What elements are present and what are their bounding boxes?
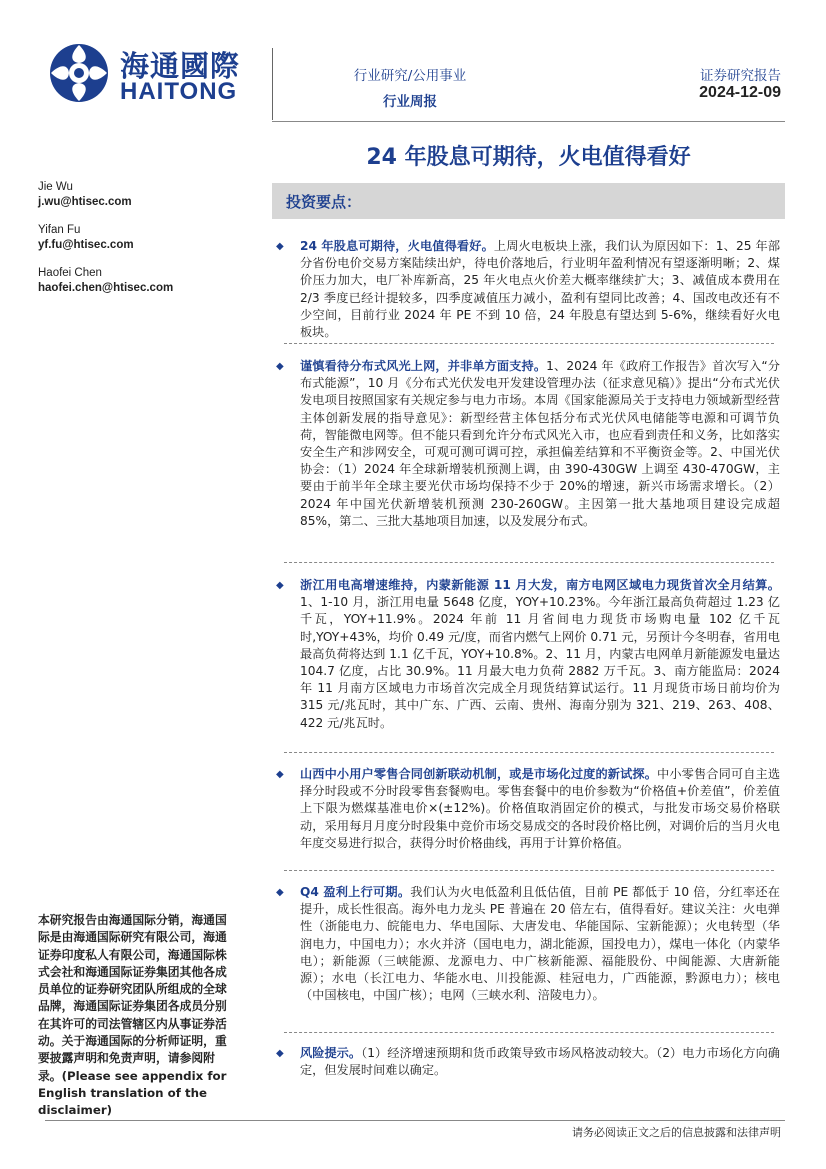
highlight-paragraph bbox=[276, 238, 780, 341]
highlight-paragraph bbox=[276, 766, 780, 852]
section-heading-text: 投资要点： bbox=[286, 193, 362, 211]
paragraph-text: 我们认为火电低盈利且低估值，目前 PE 都低于 10 倍，分红率还在提升，成长性很高。海外电力龙头 PE 普遍在 20 倍左右，值得看好。建议关注：火电弹性（浙能电力、皖能电力、华电国际、大唐发电、华能国际、宝新能源）；火电转型（华润电力，中国电力）；水火并济（国电电力，湖北能源，国投电力），煤电一体化（内蒙华电）；新能源（三峡能源、龙源电力、中广核新能源、福能股份、中闽能源、大唐新能源）；水电（长江电力、华能水电、川投能源、桂冠电力，广西能源，黔源电力）；核电（中国核电，中国广核）；电网（三峡水利、涪陵电力）。 bbox=[300, 885, 780, 1003]
report-type: 行业周报 bbox=[383, 94, 437, 110]
highlight-paragraph bbox=[276, 1045, 780, 1079]
logo-english-text: HAITONG bbox=[120, 78, 238, 105]
highlight-paragraph bbox=[276, 358, 780, 530]
bullet-diamond-icon: ◆ bbox=[276, 1048, 284, 1059]
paragraph-divider bbox=[284, 562, 774, 563]
highlight-paragraph bbox=[276, 577, 780, 732]
highlight-paragraph bbox=[276, 884, 780, 1004]
bullet-diamond-icon: ◆ bbox=[276, 769, 284, 780]
paragraph-divider bbox=[284, 343, 774, 344]
bullet-diamond-icon: ◆ bbox=[276, 580, 284, 591]
report-category: 行业研究/公用事业 bbox=[353, 68, 467, 84]
paragraph-divider bbox=[284, 1032, 774, 1033]
report-date: 2024-12-09 bbox=[699, 84, 781, 101]
paragraph-lead: 24 年股息可期待，火电值得看好。 bbox=[300, 239, 494, 253]
bullet-diamond-icon: ◆ bbox=[276, 241, 284, 252]
report-title: 24 年股息可期待，火电值得看好 bbox=[366, 145, 691, 170]
paragraph-divider bbox=[284, 752, 774, 753]
paragraph-text: （1）经济增速预期和货币政策导致市场风格波动较大。（2）电力市场化方向确定，但发展时间难以确定。 bbox=[300, 1046, 780, 1078]
paragraph-lead: 山西中小用户零售合同创新联动机制，或是市场化过度的新试探。 bbox=[300, 767, 658, 781]
author-name: Yifan Fu bbox=[38, 224, 81, 236]
logo-chinese-text: 海通國際 bbox=[120, 49, 241, 83]
paragraph-text: 中小零售合同可自主选择分时段或不分时段零售套餐购电。零售套餐中的电价参数为“价格值+价差值”，价差值上下限为燃煤基准电价×(±12%)。价格值取消固定价的模式，与批发市场交易价格联动，采用每月月度分时段集中竞价市场交易成交的各时段价格比例，对调价后的当月火电年度交易进行拟合，获得分时价格曲线，再用于计算价格值。 bbox=[300, 767, 781, 850]
distribution-disclaimer: 本研究报告由海通国际分销，海通国际是由海通国际研究有限公司，海通证券印度私人有限公司，海通国际株式会社和海通国际证券集团其他各成员单位的证券研究团队所组成的全球品牌，海通国际证券集团各成员分别在其许可的司法管辖区内从事证券活动。关于海通国际的分析师证明，重要披露声明和免责声明，请参阅附录。(Please see appendix for English translation of the disclaimer) bbox=[38, 913, 227, 1118]
haitong-logo bbox=[48, 42, 248, 104]
paragraph-divider bbox=[284, 870, 774, 871]
paragraph-lead: 风险提示。 bbox=[300, 1046, 362, 1060]
author-name: Jie Wu bbox=[38, 181, 73, 193]
bullet-diamond-icon: ◆ bbox=[276, 361, 284, 372]
footer-legal-note: 请务必阅读正文之后的信息披露和法律声明 bbox=[572, 1126, 781, 1139]
author-list bbox=[38, 180, 173, 309]
haitong-logo-mark-icon bbox=[48, 42, 110, 104]
investment-highlights-heading bbox=[272, 183, 785, 219]
paragraph-text: 1、2024 年《政府工作报告》首次写入“分布式能源”，10 月《分布式光伏发电开发建设管理办法（征求意见稿）》提出“分布式光伏发电项目按照国家有关规定参与电力市场。本周《国家能源局关于支持电力领域新型经营主体创新发展的指导意见》：新型经营主体包括分布式光伏风电储能等电源和可调节负荷，智能微电网等。但不能只看到允许分布式风光入市，也应看到责任和义务，比如落实安全生产和涉网安全，可观可测可调可控，承担偏差结算和不平衡资金等。2、中国光伏协会：（1）2024 年全球新增装机预测上调，由 390-430GW 上调至 430-470GW，主要由于前半年全球主要光伏市场均保持不少于 20%的增速，新兴市场需求增长。（2）2024 年中国光伏新增装机预测 230-260GW。主因第一批大基地项目建设完成超 85%，第二、三批大基地项目加速，以及发展分布式。 bbox=[300, 359, 780, 528]
bullet-diamond-icon: ◆ bbox=[276, 887, 284, 898]
report-kind: 证券研究报告 bbox=[700, 68, 781, 84]
paragraph-lead: 谨慎看待分布式风光上网，并非单方面支持。 bbox=[300, 359, 547, 373]
footer-rule bbox=[45, 1120, 785, 1121]
paragraph-text: 1、1-10 月，浙江用电量 5648 亿度，YOY+10.23%。今年浙江最高负荷超过 1.23 亿千瓦，YOY+11.9%。2024 年前 11 月省间电力现货市场购电量 102 亿千瓦时,YOY+43%，均价 0.49 元/度，而省内燃气上网价 0.71 元，另预计今冬明春，省用电最高负荷将达到 1.1 亿千瓦，YOY+10.8%。2、11 月，内蒙古电网单月新能源发电量达 104.7 亿度，占比 30.9%。11 月最大电力负荷 2882 万千瓦。3、南方能监局：2024 年 11 月南方区域电力市场首次完成全月现货结算试运行。11 月现货市场日前均价为 315 元/兆瓦时，其中广东、广西、云南、贵州、海南分别为 321、219、263、408、422 元/兆瓦时。 bbox=[300, 595, 780, 730]
author-email[interactable]: yf.fu@htisec.com bbox=[38, 239, 134, 251]
paragraph-lead: 浙江用电高增速维持，内蒙新能源 11 月大发，南方电网区域电力现货首次全月结算。 bbox=[300, 578, 780, 592]
author-name: Haofei Chen bbox=[38, 267, 102, 279]
paragraph-text: 上周火电板块上涨，我们认为原因如下：1、25 年部分省份电价交易方案陆续出炉，待电价落地后，行业明年盈利情况有望逐渐明晰；2、煤价压力加大，电厂补库新高，25 年火电点火价差大概率继续扩大；3、减值成本费用在 2/3 季度已经计提较多，四季度减值压力减小，盈利有望同比改善；4、国改电改还有不少空间，目前行业 2024 年 PE 不到 10 倍，24 年股息有望达到 5-6%，继续看好火电板块。 bbox=[300, 239, 781, 340]
paragraph-lead: Q4 盈利上行可期。 bbox=[300, 885, 411, 899]
author-email[interactable]: j.wu@htisec.com bbox=[38, 196, 132, 208]
author-email[interactable]: haofei.chen@htisec.com bbox=[38, 282, 174, 294]
header-rule bbox=[272, 121, 785, 122]
